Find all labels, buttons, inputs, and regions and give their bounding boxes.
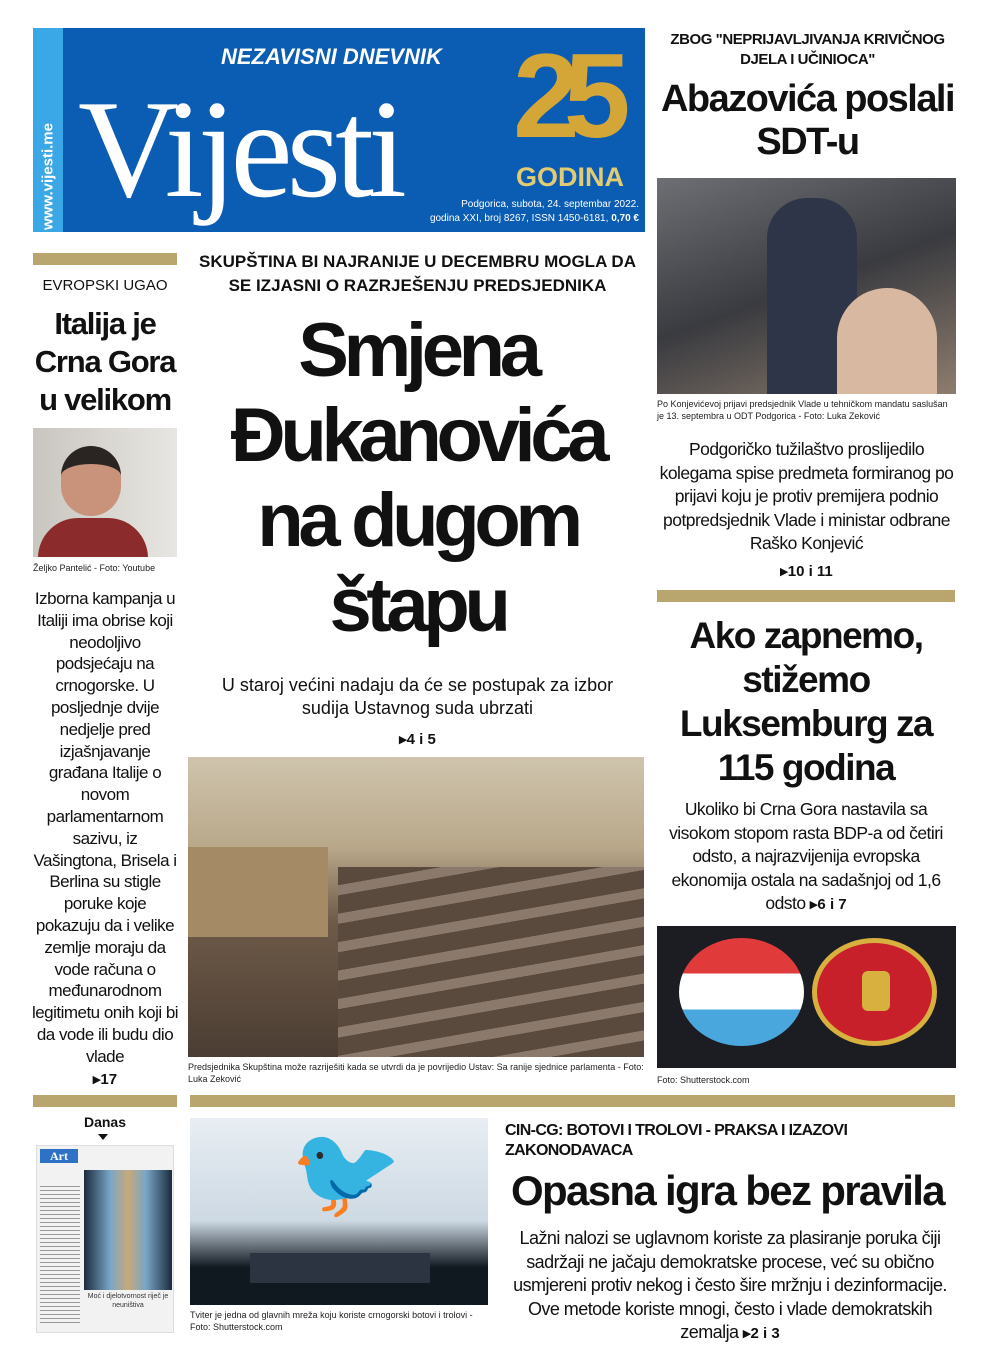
logo: Vijesti (78, 72, 401, 227)
bottom-headline[interactable]: Opasna igra bez pravila (511, 1167, 944, 1214)
lead-pages[interactable]: ▸4 i 5 (399, 731, 436, 748)
bottom-story (500, 1121, 955, 1346)
issue-info (430, 212, 639, 226)
left-pages[interactable]: ▸17 (92, 1070, 118, 1088)
lead-kicker: SKUPŠTINA BI NAJRANIJE U DECEMBRU MOGLA DA SE IZJASNI O RAZRJEŠENJU PREDSJEDNIKA (199, 252, 636, 295)
promo-title: Moć i djelotvornost riječ je neuništiva (87, 1293, 169, 1309)
price: 0,70 € (611, 213, 639, 224)
masthead-strip (33, 28, 63, 232)
bottom-body: Lažni nalozi se uglavnom koriste za plasiranje poruka čiji sadržaji ne jačaju demokratske procese, već su obično usmjereni protiv nekog i često šire mržnju i dezinformacije. Ove metode koriste mnogi, često i vlade demokratskih zemalja (513, 1228, 947, 1342)
left-section: EVROPSKI UGAO (42, 277, 168, 294)
left-caption: Željko Pantelić - Foto: Youtube (33, 563, 156, 573)
right-mid-headline[interactable]: Ako zapnemo, stižemo Luksemburg za 115 godina (679, 615, 933, 788)
right-mid-body: Ukoliko bi Crna Gora nastavila sa visokom stopom rasta BDP-a od četiri odsto, a najrazvijenija evropska ekonomija ostala na sadašnjoj od 1,6 odsto (669, 799, 943, 913)
divider (190, 1095, 955, 1107)
top-right-body: Podgoričko tužilaštvo proslijedilo kolegama spise predmeta formiranog po prijavi koju je protiv premijera podnio potpredsjednik Vlade i ministar odbrane Raško Konjević (659, 439, 954, 553)
top-right-story (657, 438, 956, 580)
anniversary-number: 25 (513, 29, 615, 163)
top-right-headline[interactable]: Abazovića poslali SDT-u (660, 78, 955, 163)
bottom-caption: Tviter je jedna od glavnih mreža koju koriste crnogorski botovi i trolovi - Foto: Shutterstock.com (190, 1310, 473, 1332)
lead-headline[interactable]: Smjena Đukanovića na dugom štapu (230, 308, 605, 648)
promo-section: Art (40, 1149, 78, 1163)
bottom-kicker: CIN-CG: BOTOVI I TROLOVI - PRAKSA I IZAZOVI ZAKONODAVACA (505, 1122, 848, 1159)
promo-thumbnail[interactable] (36, 1145, 174, 1333)
masthead (33, 28, 645, 232)
lead-story (190, 250, 645, 648)
date-text: Podgorica, subota, 24. septembar 2022. (461, 199, 639, 210)
bottom-pages[interactable]: ▸2 i 3 (743, 1325, 780, 1342)
divider (33, 1095, 177, 1107)
lead-sub (210, 674, 625, 748)
top-right-pages[interactable]: ▸10 i 11 (780, 562, 833, 580)
date-line (430, 198, 639, 226)
left-headline[interactable]: Italija je Crna Gora u velikom (34, 306, 176, 417)
issue-text: godina XXI, broj 8267, ISSN 1450-6181, (429, 213, 609, 224)
site-url: www.vijesti.me (39, 123, 57, 230)
right-mid-pages[interactable]: ▸6 i 7 (809, 896, 847, 913)
left-story (30, 588, 180, 1088)
right-mid-caption: Foto: Shutterstock.com (657, 1075, 750, 1085)
promo-label: Danas (83, 1114, 127, 1130)
twitter-bird-icon: 🐦 (290, 1123, 403, 1223)
left-photo (33, 428, 177, 557)
twitter-photo (190, 1118, 488, 1305)
top-right-kicker: ZBOG "NEPRIJAVLJIVANJA KRIVIČNOG DJELA I UČINIOCA" (670, 31, 945, 68)
right-mid-body-wrap (657, 798, 955, 917)
left-body: Izborna kampanja u Italiji ima obrise koji neodoljivo podsjećaju na crnogorske. U posljednje dvije nedjelje pred izjašnjavanje građana Italije o novom parlamentarnom sazivu, iz Vašingtona, Brisela i Berlina su stigle poruke koje pokazuju da i velike zemlje moraju da vode računa o međunarodnom legitimetu onih koji bi da vode ili budu dio vlade (31, 589, 179, 1066)
bottom-body-wrap (500, 1227, 955, 1346)
divider (33, 253, 177, 265)
anniversary-word: GODINA (516, 162, 624, 192)
arrow-down-icon (98, 1134, 108, 1140)
top-right-caption: Po Konjevićevoj prijavi predsjednik Vlade u tehničkom mandatu saslušan je 13. septembra u ODT Podgorica - Foto: Luka Zeković (657, 399, 948, 421)
tagline: NEZAVISNI DNEVNIK (221, 44, 442, 69)
lead-subhead: U staroj većini nadaju da će se postupak za izbor sudija Ustavnog suda ubrzati (221, 675, 614, 718)
right-mid-story (657, 614, 955, 917)
divider (657, 590, 955, 602)
lead-caption: Predsjednika Skupština može razriješiti kada se utvrdi da je povrijedio Ustav: Sa ranije sjednice parlamenta - Foto: Luka Zeković (188, 1062, 644, 1084)
top-right-photo (657, 178, 956, 394)
lead-photo (188, 757, 644, 1057)
top-right-head (660, 30, 955, 164)
flags-photo (657, 926, 956, 1068)
